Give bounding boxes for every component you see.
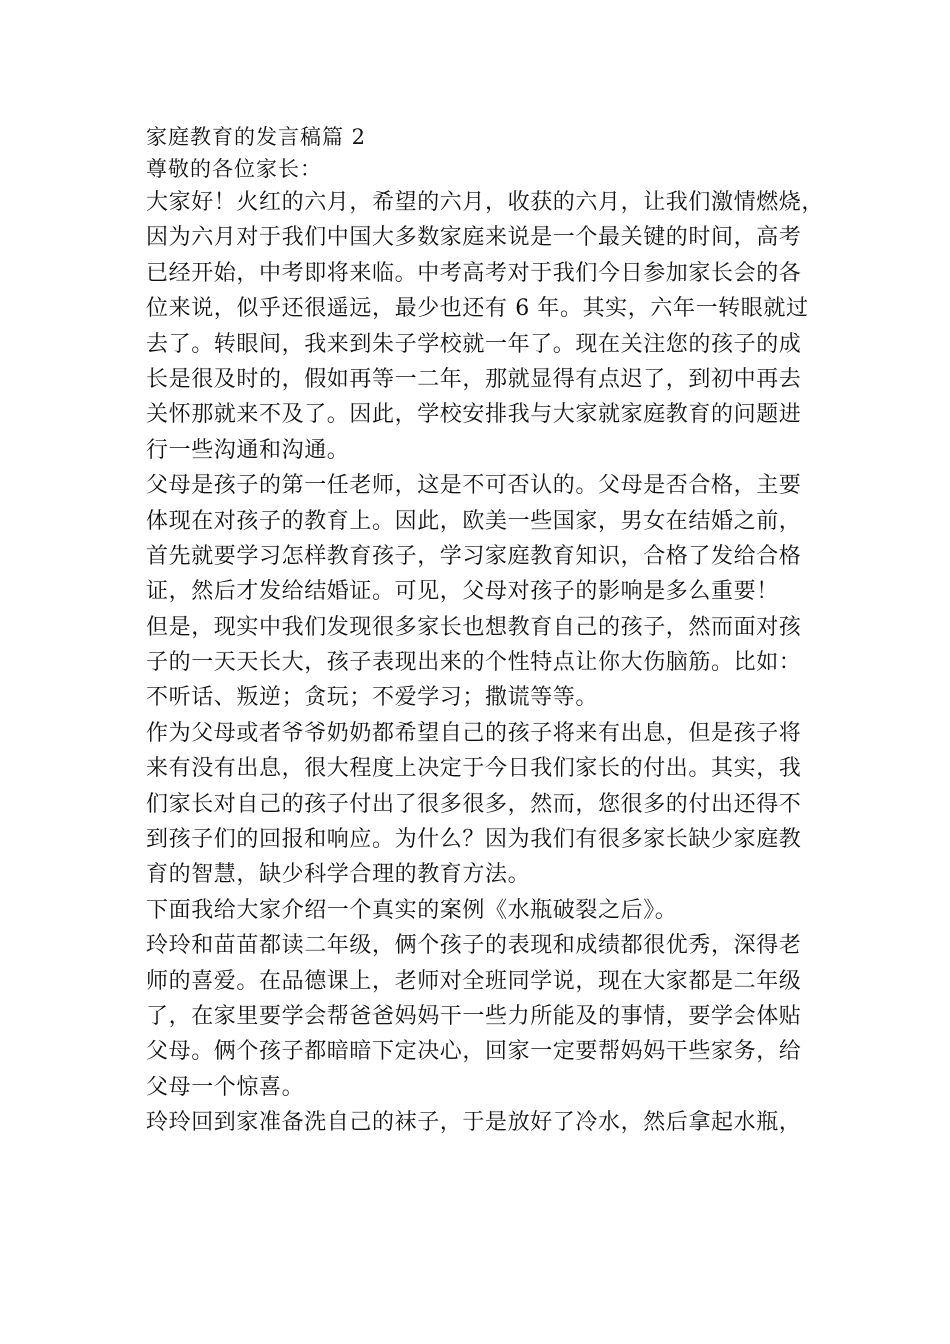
text-line: 去了。转眼间，我来到朱子学校就一年了。现在关注您的孩子的成 — [146, 331, 802, 357]
text-line: 关怀那就来不及了。因此，学校安排我与大家就家庭教育的问题进 — [146, 402, 802, 428]
text-line: 到孩子们的回报和响应。为什么？因为我们有很多家长缺少家庭教 — [146, 827, 802, 853]
document-title: 家庭教育的发言稿篇 2 — [146, 125, 367, 149]
text-line: 玲玲回到家准备洗自己的袜子，于是放好了冷水，然后拿起水瓶， — [146, 1110, 802, 1136]
text-line: 来有没有出息，很大程度上决定于今日我们家长的付出。其实，我 — [146, 756, 802, 782]
text-line: 长是很及时的，假如再等一二年，那就显得有点迟了，到初中再去 — [146, 366, 802, 392]
text-line: 子的一天天长大，孩子表现出来的个性特点让你大伤脑筋。比如： — [146, 650, 802, 676]
text-line: 大家好！火红的六月，希望的六月，收获的六月，让我们激情燃烧， — [146, 190, 825, 215]
text-line: 首先就要学习怎样教育孩子，学习家庭教育知识，合格了发给合格 — [146, 543, 802, 569]
text-line: 们家长对自己的孩子付出了很多很多，然而，您很多的付出还得不 — [146, 791, 802, 817]
text-line: 了，在家里要学会帮爸爸妈妈干一些力所能及的事情，要学会体贴 — [146, 1003, 802, 1029]
text-line: 证，然后才发给结婚证。可见，父母对孩子的影响是多么重要！ — [146, 579, 779, 605]
text-line: 父母一个惊喜。 — [146, 1074, 305, 1100]
text-line: 下面我给大家介绍一个真实的案例《水瓶破裂之后》。 — [146, 897, 678, 923]
text-line: 行一些沟通和沟通。 — [146, 437, 350, 463]
document-body — [146, 185, 826, 1141]
text-line: 因为六月对于我们中国大多数家庭来说是一个最关键的时间，高考 — [146, 225, 802, 251]
text-line: 体现在对孩子的教育上。因此，欧美一些国家，男女在结婚之前， — [146, 508, 802, 534]
text-line: 不听话、叛逆；贪玩；不爱学习；撒谎等等。 — [146, 685, 599, 711]
text-line: 玲玲和苗苗都读二年级，俩个孩子的表现和成绩都很优秀，深得老 — [146, 933, 802, 959]
text-line: 已经开始，中考即将来临。中考高考对于我们今日参加家长会的各 — [146, 260, 802, 286]
document-page — [146, 122, 826, 1141]
text-line: 育的智慧，缺少科学合理的教育方法。 — [146, 862, 531, 888]
text-line: 位来说，似乎还很遥远，最少也还有 6 年。其实，六年一转眼就过 — [146, 296, 809, 322]
text-line: 但是，现实中我们发现很多家长也想教育自己的孩子，然而面对孩 — [146, 614, 802, 640]
text-line: 师的喜爱。在品德课上，老师对全班同学说，现在大家都是二年级 — [146, 968, 802, 994]
text-line: 父母是孩子的第一任老师，这是不可否认的。父母是否合格，主要 — [146, 473, 802, 499]
text-line: 作为父母或者爷爷奶奶都希望自己的孩子将来有出息，但是孩子将 — [146, 720, 802, 746]
text-line: 父母。俩个孩子都暗暗下定决心，回家一定要帮妈妈干些家务，给 — [146, 1039, 802, 1065]
salutation: 尊敬的各位家长： — [146, 157, 322, 181]
